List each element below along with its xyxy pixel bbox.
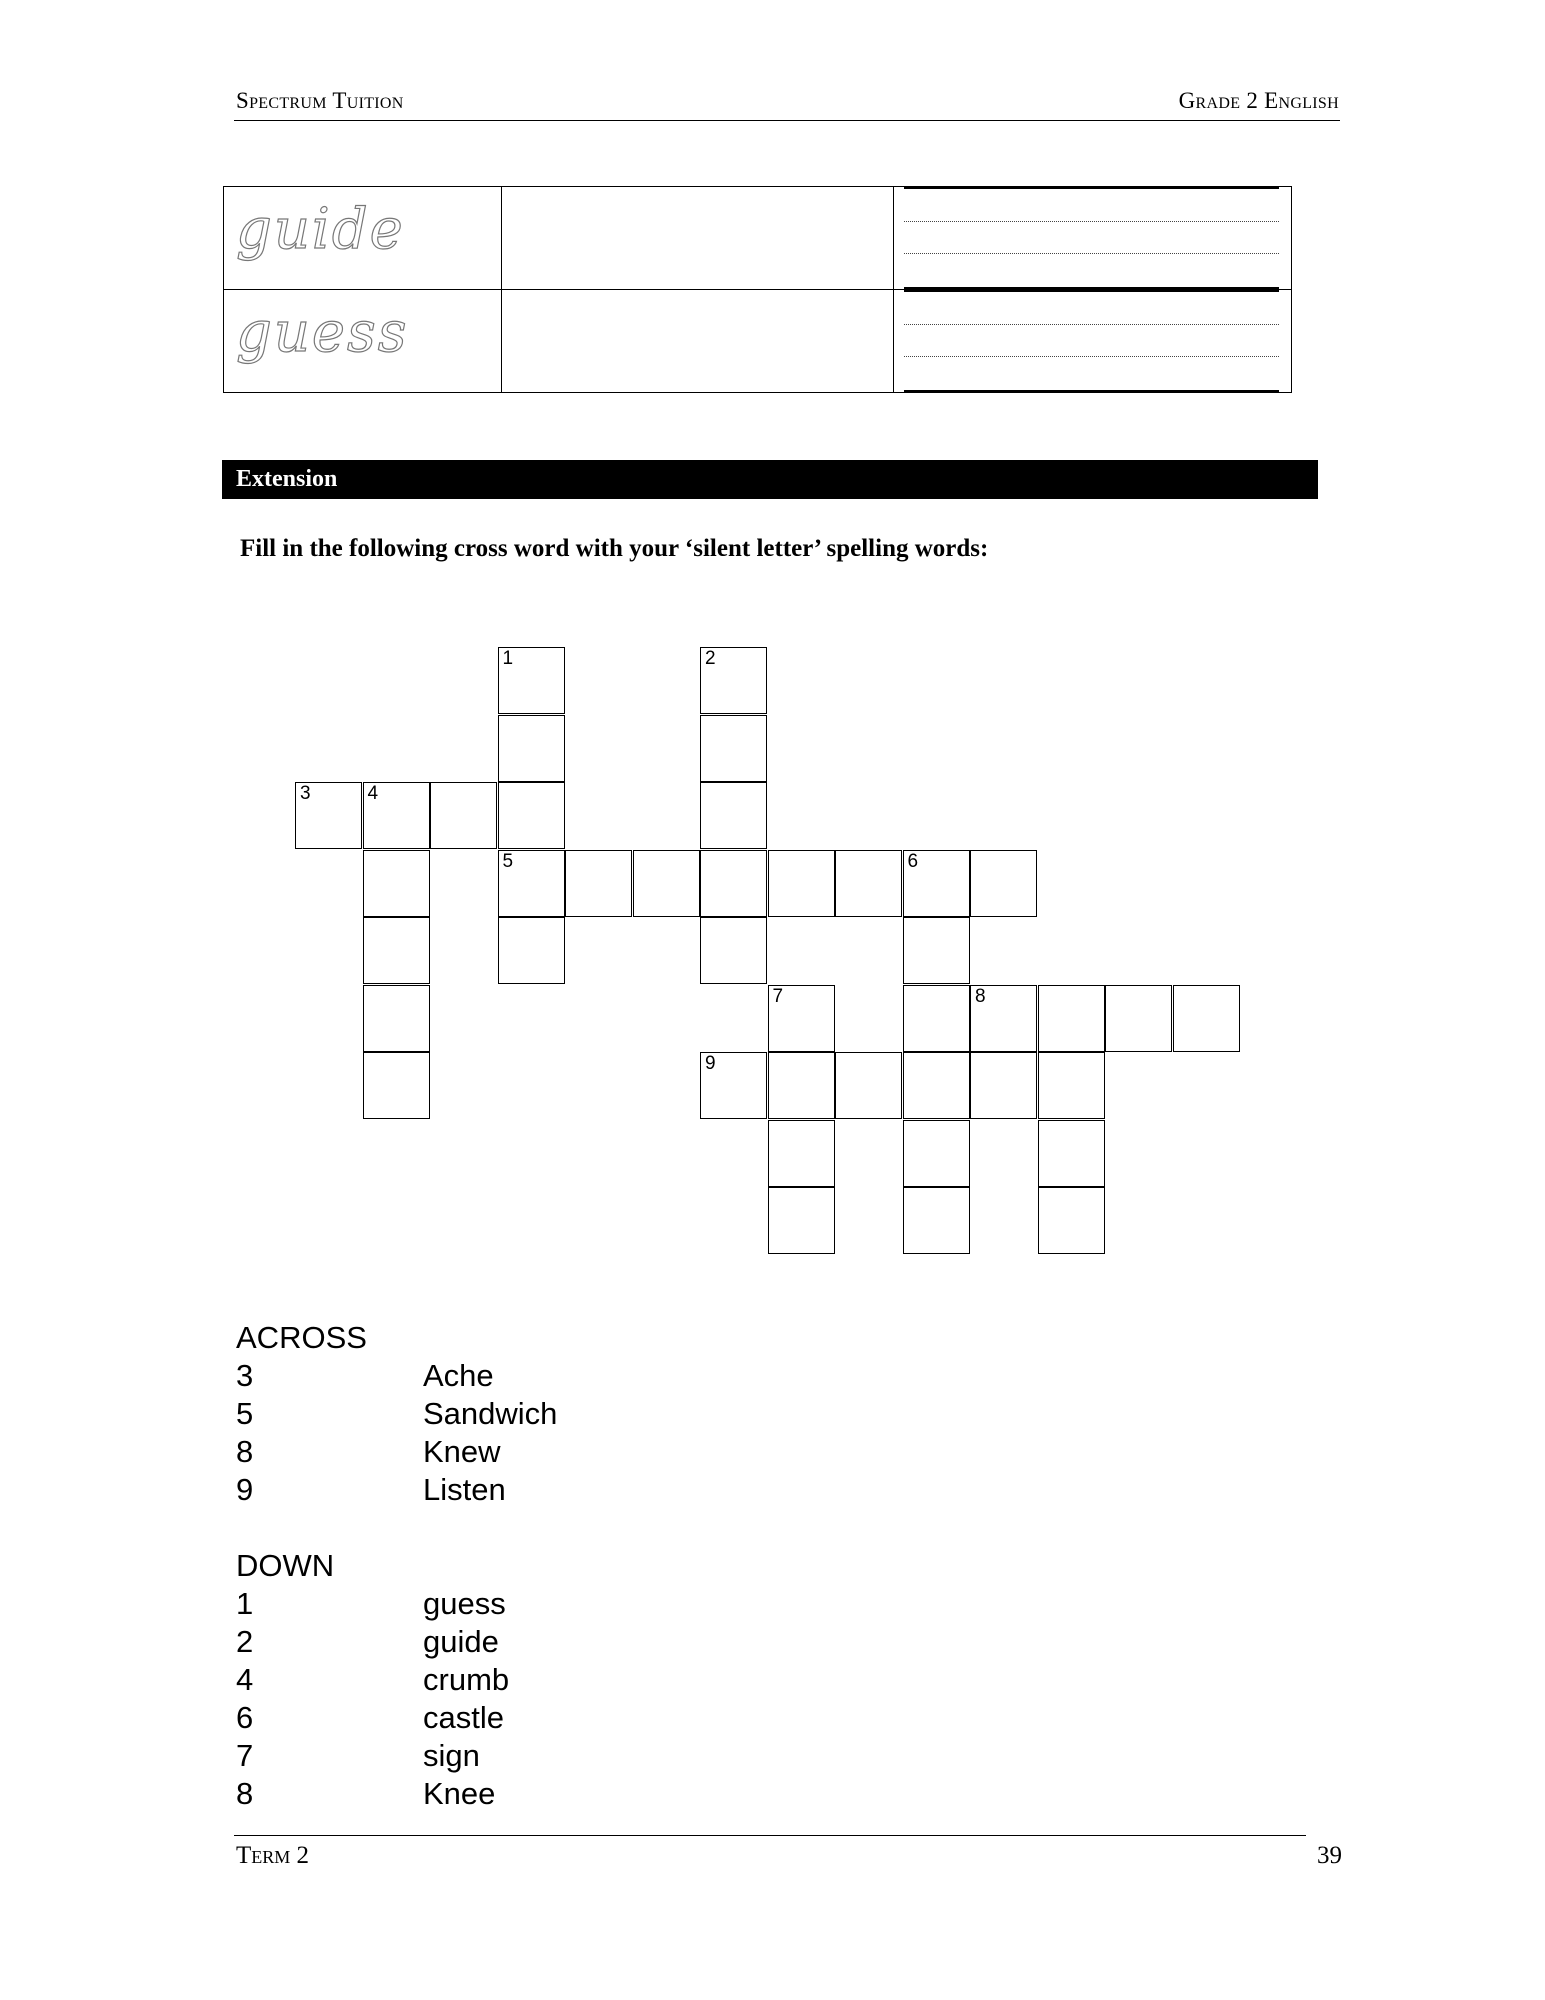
clue-word: guess	[423, 1586, 506, 1621]
crossword-clue-number: 5	[502, 850, 514, 872]
crossword-cell[interactable]	[700, 850, 767, 917]
clue-word: Sandwich	[423, 1396, 558, 1431]
writing-lines-cell[interactable]	[894, 290, 1292, 393]
crossword-cell[interactable]	[1038, 1187, 1105, 1254]
crossword-cell[interactable]	[1105, 985, 1172, 1052]
clue-number: 5	[236, 1396, 254, 1431]
course-name: Grade 2 English	[1178, 88, 1339, 113]
clue-row	[236, 1661, 509, 1699]
tracing-row	[224, 187, 1292, 290]
clue-row	[236, 1395, 557, 1433]
crossword-cell[interactable]	[498, 917, 565, 984]
clue-number: 1	[236, 1586, 254, 1621]
trace-word: guide	[236, 197, 405, 262]
crossword-clue-number: 3	[300, 783, 311, 804]
crossword-cell[interactable]	[970, 1052, 1037, 1119]
clue-number: 3	[236, 1358, 254, 1393]
crossword-cell[interactable]	[768, 1120, 835, 1187]
crossword-cell[interactable]	[1038, 1052, 1105, 1119]
crossword-cell[interactable]	[498, 850, 565, 917]
clue-row	[236, 1585, 509, 1623]
crossword-cell[interactable]	[903, 1052, 970, 1119]
clue-row	[236, 1737, 509, 1775]
crossword-cell[interactable]	[700, 1052, 767, 1119]
clue-row	[236, 1775, 509, 1813]
clue-row	[236, 1471, 557, 1509]
down-clues	[236, 1547, 509, 1813]
crossword-cell[interactable]	[1038, 1120, 1105, 1187]
crossword-cell[interactable]	[700, 647, 767, 714]
crossword-cell[interactable]	[835, 850, 902, 917]
clue-word: castle	[423, 1700, 504, 1735]
clue-word: Ache	[423, 1358, 494, 1393]
crossword-cell[interactable]	[498, 782, 565, 849]
clue-number: 9	[236, 1472, 254, 1507]
trace-word-cell	[224, 290, 502, 393]
header-rule	[234, 120, 1340, 121]
crossword-cell[interactable]	[633, 850, 700, 917]
footer-rule	[234, 1835, 1306, 1836]
crossword-cell[interactable]	[363, 850, 430, 917]
crossword-clue-number: 7	[772, 985, 784, 1007]
clue-row	[236, 1357, 557, 1395]
writing-lines-cell[interactable]	[894, 187, 1292, 290]
clue-word: guide	[423, 1624, 499, 1659]
term-label: Term 2	[236, 1842, 310, 1869]
crossword-clue-number: 2	[705, 648, 716, 669]
clue-word: sign	[423, 1738, 480, 1773]
crossword-cell[interactable]	[700, 917, 767, 984]
clue-word: crumb	[423, 1662, 510, 1697]
crossword-cell[interactable]	[970, 850, 1037, 917]
crossword-cell[interactable]	[430, 782, 497, 849]
trace-word: guess	[236, 300, 409, 365]
copy-cell[interactable]	[502, 187, 894, 290]
tracing-table	[223, 186, 1292, 393]
clue-word: Knew	[423, 1434, 501, 1469]
clue-number: 6	[236, 1700, 254, 1735]
crossword-cell[interactable]	[970, 985, 1037, 1052]
crossword-cell[interactable]	[768, 1187, 835, 1254]
crossword-cell[interactable]	[363, 1052, 430, 1119]
crossword-clue-number: 8	[975, 985, 986, 1007]
crossword-cell[interactable]	[903, 1120, 970, 1187]
crossword-cell[interactable]	[700, 782, 767, 849]
crossword-cell[interactable]	[498, 715, 565, 782]
crossword-cell[interactable]	[903, 917, 970, 984]
copy-cell[interactable]	[502, 290, 894, 393]
crossword-cell[interactable]	[363, 985, 430, 1052]
crossword-cell[interactable]	[1173, 985, 1240, 1052]
down-heading: DOWN	[236, 1548, 335, 1583]
crossword-cell[interactable]	[903, 985, 970, 1052]
crossword-cell[interactable]	[700, 715, 767, 782]
across-heading: ACROSS	[236, 1320, 367, 1355]
clue-row	[236, 1699, 509, 1737]
clue-number: 8	[236, 1434, 254, 1469]
crossword-cell[interactable]	[565, 850, 632, 917]
crossword-cell[interactable]	[363, 917, 430, 984]
crossword-cell[interactable]	[498, 647, 565, 714]
clue-row	[236, 1433, 557, 1471]
crossword-clue-number: 6	[907, 850, 919, 872]
crossword-clue-number: 1	[502, 648, 514, 669]
clue-number: 2	[236, 1624, 254, 1659]
clue-word: Listen	[423, 1472, 506, 1507]
clue-number: 4	[236, 1662, 254, 1697]
crossword-cell[interactable]	[903, 850, 970, 917]
crossword-cell[interactable]	[903, 1187, 970, 1254]
school-name: Spectrum Tuition	[236, 88, 404, 113]
crossword-cell[interactable]	[768, 850, 835, 917]
crossword-cell[interactable]	[768, 985, 835, 1052]
tracing-row	[224, 290, 1292, 393]
crossword-cell[interactable]	[363, 782, 430, 849]
clue-number: 8	[236, 1776, 254, 1811]
clue-word: Knee	[423, 1776, 496, 1811]
across-clues	[236, 1319, 557, 1509]
clue-row	[236, 1623, 509, 1661]
crossword-instruction: Fill in the following cross word with your ‘silent letter’ spelling words:	[240, 535, 989, 562]
clue-number: 7	[236, 1738, 254, 1773]
page-number: 39	[1317, 1842, 1342, 1869]
trace-word-cell	[224, 187, 502, 290]
crossword-clue-number: 9	[705, 1053, 716, 1074]
crossword-cell[interactable]	[295, 782, 362, 849]
crossword-cell[interactable]	[768, 1052, 835, 1119]
crossword-cell[interactable]	[835, 1052, 902, 1119]
extension-banner: Extension	[222, 460, 1318, 499]
crossword-clue-number: 4	[367, 783, 379, 804]
crossword-cell[interactable]	[1038, 985, 1105, 1052]
